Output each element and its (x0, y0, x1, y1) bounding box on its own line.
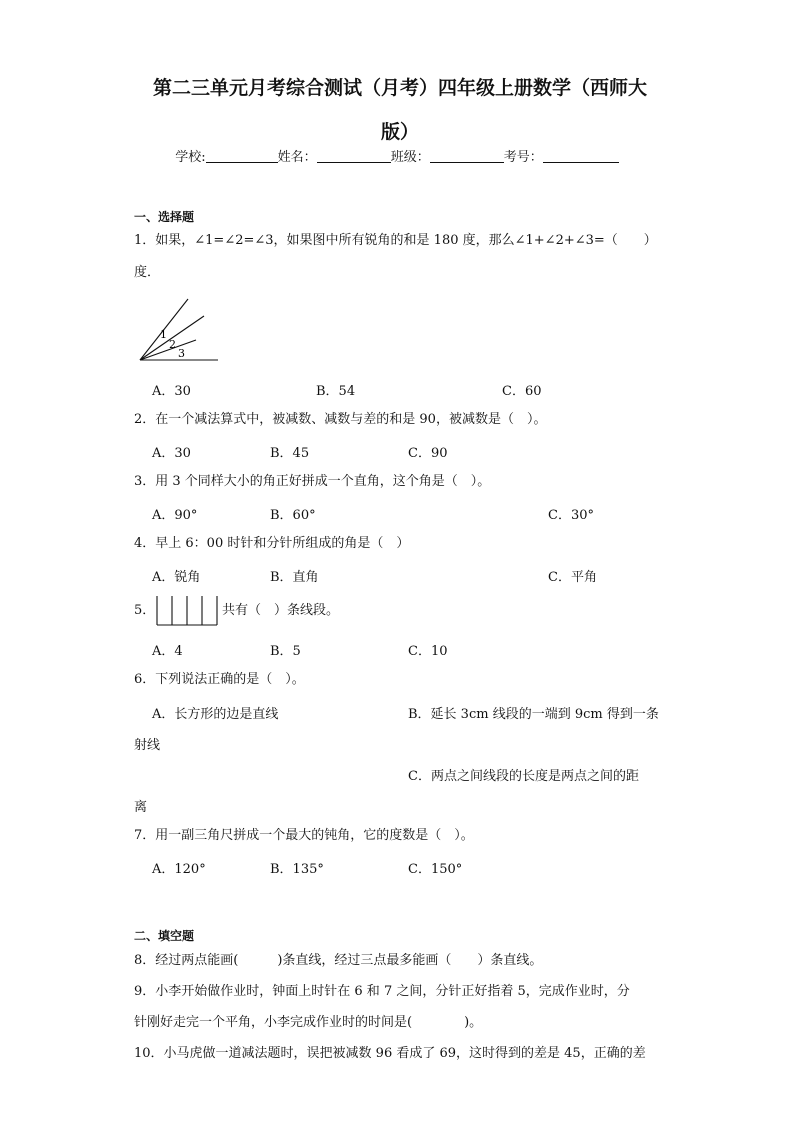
option-a[interactable]: A．锐角 (152, 570, 201, 585)
title-line-1: 第二三单元月考综合测试（月考）四年级上册数学（西师大 (152, 77, 647, 99)
question-6: 6．下列说法正确的是（ ）。 (134, 672, 305, 687)
title-line-2: 版） (380, 121, 419, 143)
option-a[interactable]: A．4 (152, 644, 183, 659)
option-c[interactable]: C．150° (408, 862, 463, 877)
question-text-cont: 度． (134, 265, 161, 280)
name-label: 姓名： (277, 150, 317, 165)
class-blank[interactable] (430, 148, 504, 163)
question-7: 7．用一副三角尺拼成一个最大的钝角，它的度数是（ ）。 (134, 828, 474, 843)
section-heading: 一、选择题 (134, 210, 195, 224)
school-label: 学校: (175, 150, 206, 165)
option-c[interactable]: C．90 (408, 446, 448, 461)
question-10: 10．小马虎做一道减法题时，误把被减数 96 看成了 69，这时得到的差是 45，正确的差 (134, 1046, 646, 1061)
option-a[interactable]: A．120° (152, 862, 206, 877)
option-b-cont[interactable]: 射线 (134, 738, 161, 753)
angle-label-3: 3 (178, 347, 185, 360)
question-text: 9．小李开始做作业时，钟面上时针在 6 和 7 之间，分针正好指着 5，完成作业时，分 (134, 984, 630, 999)
option-c[interactable]: C．平角 (548, 570, 597, 585)
document-title (130, 66, 670, 154)
question-number: 5． (134, 603, 156, 618)
question-1 (134, 232, 664, 282)
exam-no-blank[interactable] (543, 148, 619, 163)
question-9 (134, 983, 664, 1032)
option-a[interactable]: A．长方形的边是直线 (152, 707, 279, 722)
student-info-line (0, 146, 794, 165)
option-c[interactable]: C．10 (408, 644, 448, 659)
question-text-cont: 针刚好走完一个平角，小李完成作业时的时间是( )。 (134, 1015, 483, 1030)
section-heading: 二、填空题 (134, 929, 195, 943)
exam-no-label: 考号： (503, 150, 543, 165)
option-a[interactable]: A．90° (152, 508, 198, 523)
option-b[interactable]: B．直角 (270, 570, 319, 585)
option-c[interactable]: C．60 (502, 384, 542, 399)
option-b[interactable]: B．延长 3cm 线段的一端到 9cm 得到一条 (408, 707, 659, 722)
option-c[interactable]: C．两点之间线段的长度是两点之间的距 (408, 769, 639, 784)
angle-figure (138, 296, 228, 366)
option-c[interactable]: C．30° (548, 508, 594, 523)
option-b[interactable]: B．45 (270, 446, 310, 461)
option-a[interactable]: A．30 (152, 384, 191, 399)
school-blank[interactable] (206, 148, 278, 163)
class-label: 班级： (390, 150, 430, 165)
question-4: 4．早上 6：00 时针和分针所组成的角是（ ） (134, 536, 410, 551)
question-5-text: 共有（ ）条线段。 (222, 603, 340, 618)
angle-label-1: 1 (160, 328, 167, 341)
question-8: 8．经过两点能画( )条直线，经过三点最多能画（ ）条直线。 (134, 953, 543, 968)
option-a[interactable]: A．30 (152, 446, 191, 461)
angle-label-2: 2 (169, 338, 176, 351)
option-b[interactable]: B．135° (270, 862, 324, 877)
name-blank[interactable] (317, 148, 391, 163)
segments-figure (156, 595, 220, 627)
option-b[interactable]: B．5 (270, 644, 301, 659)
question-text: 1．如果，∠1=∠2=∠3，如果图中所有锐角的和是 180 度，那么∠1+∠2+∠3=（ ） (134, 233, 657, 248)
option-b[interactable]: B．54 (316, 384, 356, 399)
option-b[interactable]: B．60° (270, 508, 316, 523)
option-c-cont[interactable]: 离 (134, 800, 148, 815)
question-2: 2．在一个减法算式中，被减数、减数与差的和是 90，被减数是（ ）。 (134, 412, 547, 427)
question-3: 3．用 3 个同样大小的角正好拼成一个直角，这个角是（ ）。 (134, 474, 491, 489)
